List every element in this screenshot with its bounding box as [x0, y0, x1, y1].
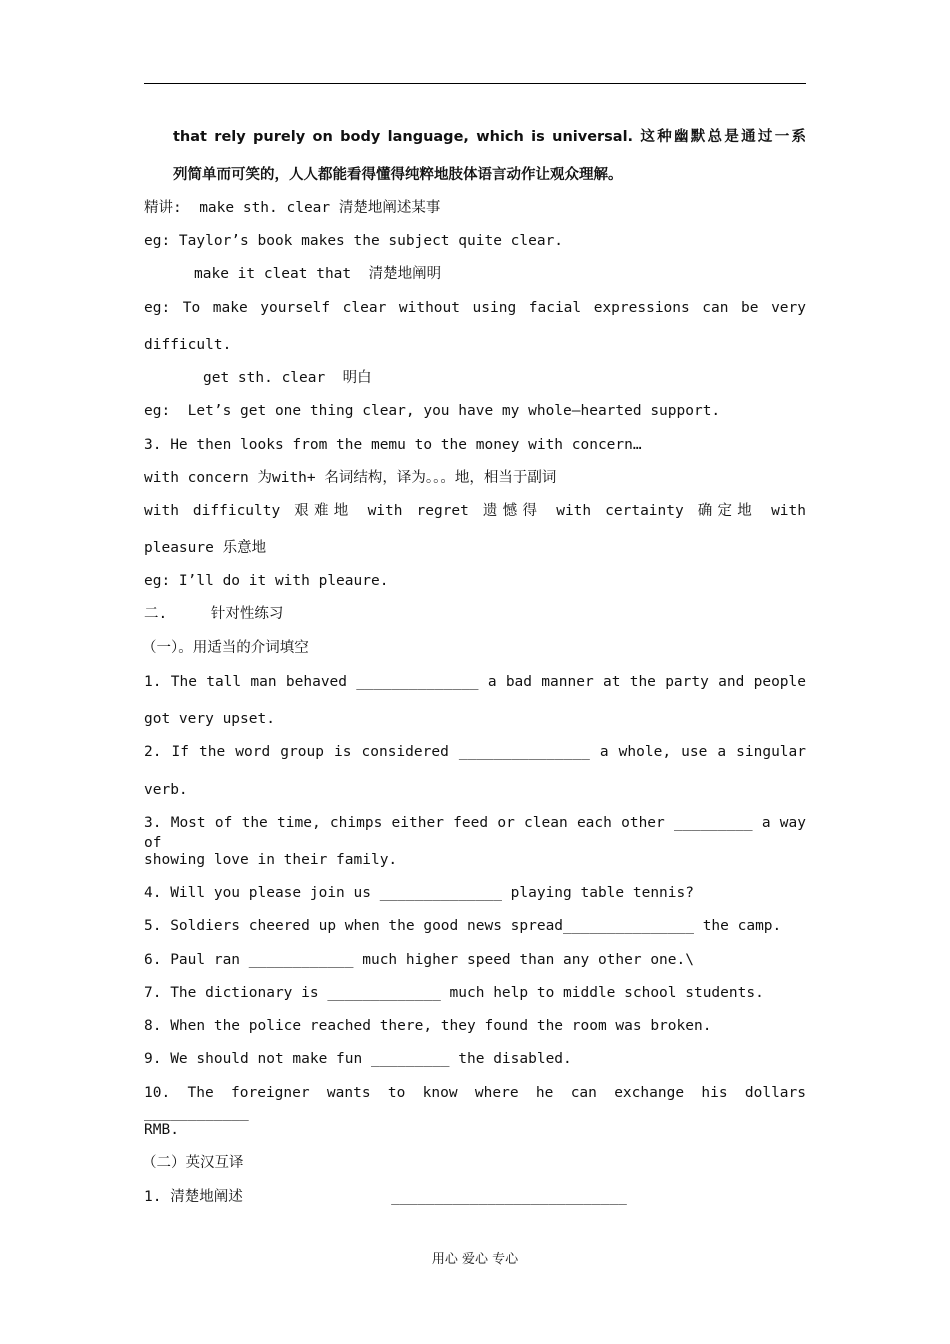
- exercise-item: 7. The dictionary is _____________ much help to middle school students.: [144, 985, 764, 1001]
- exercise-item-cont: verb.: [144, 782, 188, 798]
- text-line: 列简单而可笑的，人人都能看得懂得纯粹地肢体语言动作让观众理解。: [173, 167, 623, 183]
- text-line: with concern 为with+ 名词结构，译为。。。地，相当于副词: [144, 470, 557, 486]
- exercise-item: 1. The tall man behaved ______________ a bad manner at the party and people: [144, 674, 806, 690]
- exercise-item-cont: RMB.: [144, 1122, 179, 1138]
- section-heading: 二. 针对性练习: [144, 606, 284, 622]
- text-line: with difficulty 艰难地 with regret 遗憾得 with certainty 确定地 with: [144, 503, 806, 519]
- text-line: eg: Let’s get one thing clear, you have my whole—hearted support.: [144, 403, 721, 419]
- exercise-item: 2. If the word group is considered _______________ a whole, use a singular: [144, 744, 806, 760]
- text-line: eg: I’ll do it with pleaure.: [144, 573, 389, 589]
- subsection-heading: （一）。用适当的介词填空: [142, 640, 309, 656]
- page-footer: 用心 爱心 专心: [431, 1252, 519, 1267]
- exercise-item: 6. Paul ran ____________ much higher speed than any other one.\: [144, 952, 694, 968]
- text-line: pleasure 乐意地: [144, 540, 267, 556]
- text-line: 精讲: make sth. clear 清楚地阐述某事: [144, 200, 441, 216]
- text-line: that rely purely on body language, which is universal. 这种幽默总是通过一系: [173, 129, 806, 145]
- exercise-item: 8. When the police reached there, they found the room was broken.: [144, 1018, 712, 1034]
- exercise-item: 4. Will you please join us ______________ playing table tennis?: [144, 885, 694, 901]
- subsection-heading: （二）英汉互译: [142, 1155, 244, 1171]
- text-line: eg: To make yourself clear without using facial expressions can be very: [144, 300, 806, 316]
- exercise-item-cont: showing love in their family.: [144, 852, 398, 868]
- exercise-item: 9. We should not make fun _________ the disabled.: [144, 1051, 572, 1067]
- text-line: make it cleat that 清楚地阐明: [194, 266, 442, 282]
- text-line: get sth. clear 明白: [203, 370, 372, 386]
- exercise-item-cont: got very upset.: [144, 711, 275, 727]
- text-line: difficult.: [144, 337, 232, 353]
- exercise-item: 5. Soldiers cheered up when the good news spread_______________ the camp.: [144, 918, 782, 934]
- text-line: 3. He then looks from the memu to the money with concern…: [144, 437, 642, 453]
- exercise-item: 10. The foreigner wants to know where he can exchange his dollars ____________: [144, 1085, 806, 1121]
- text-line: eg: Taylor’s book makes the subject quite clear.: [144, 233, 564, 249]
- exercise-item: 1. 清楚地阐述 ___________________________: [144, 1189, 627, 1205]
- exercise-item: 3. Most of the time, chimps either feed or clean each other _________ a way of: [144, 815, 806, 851]
- header-rule: [144, 83, 806, 84]
